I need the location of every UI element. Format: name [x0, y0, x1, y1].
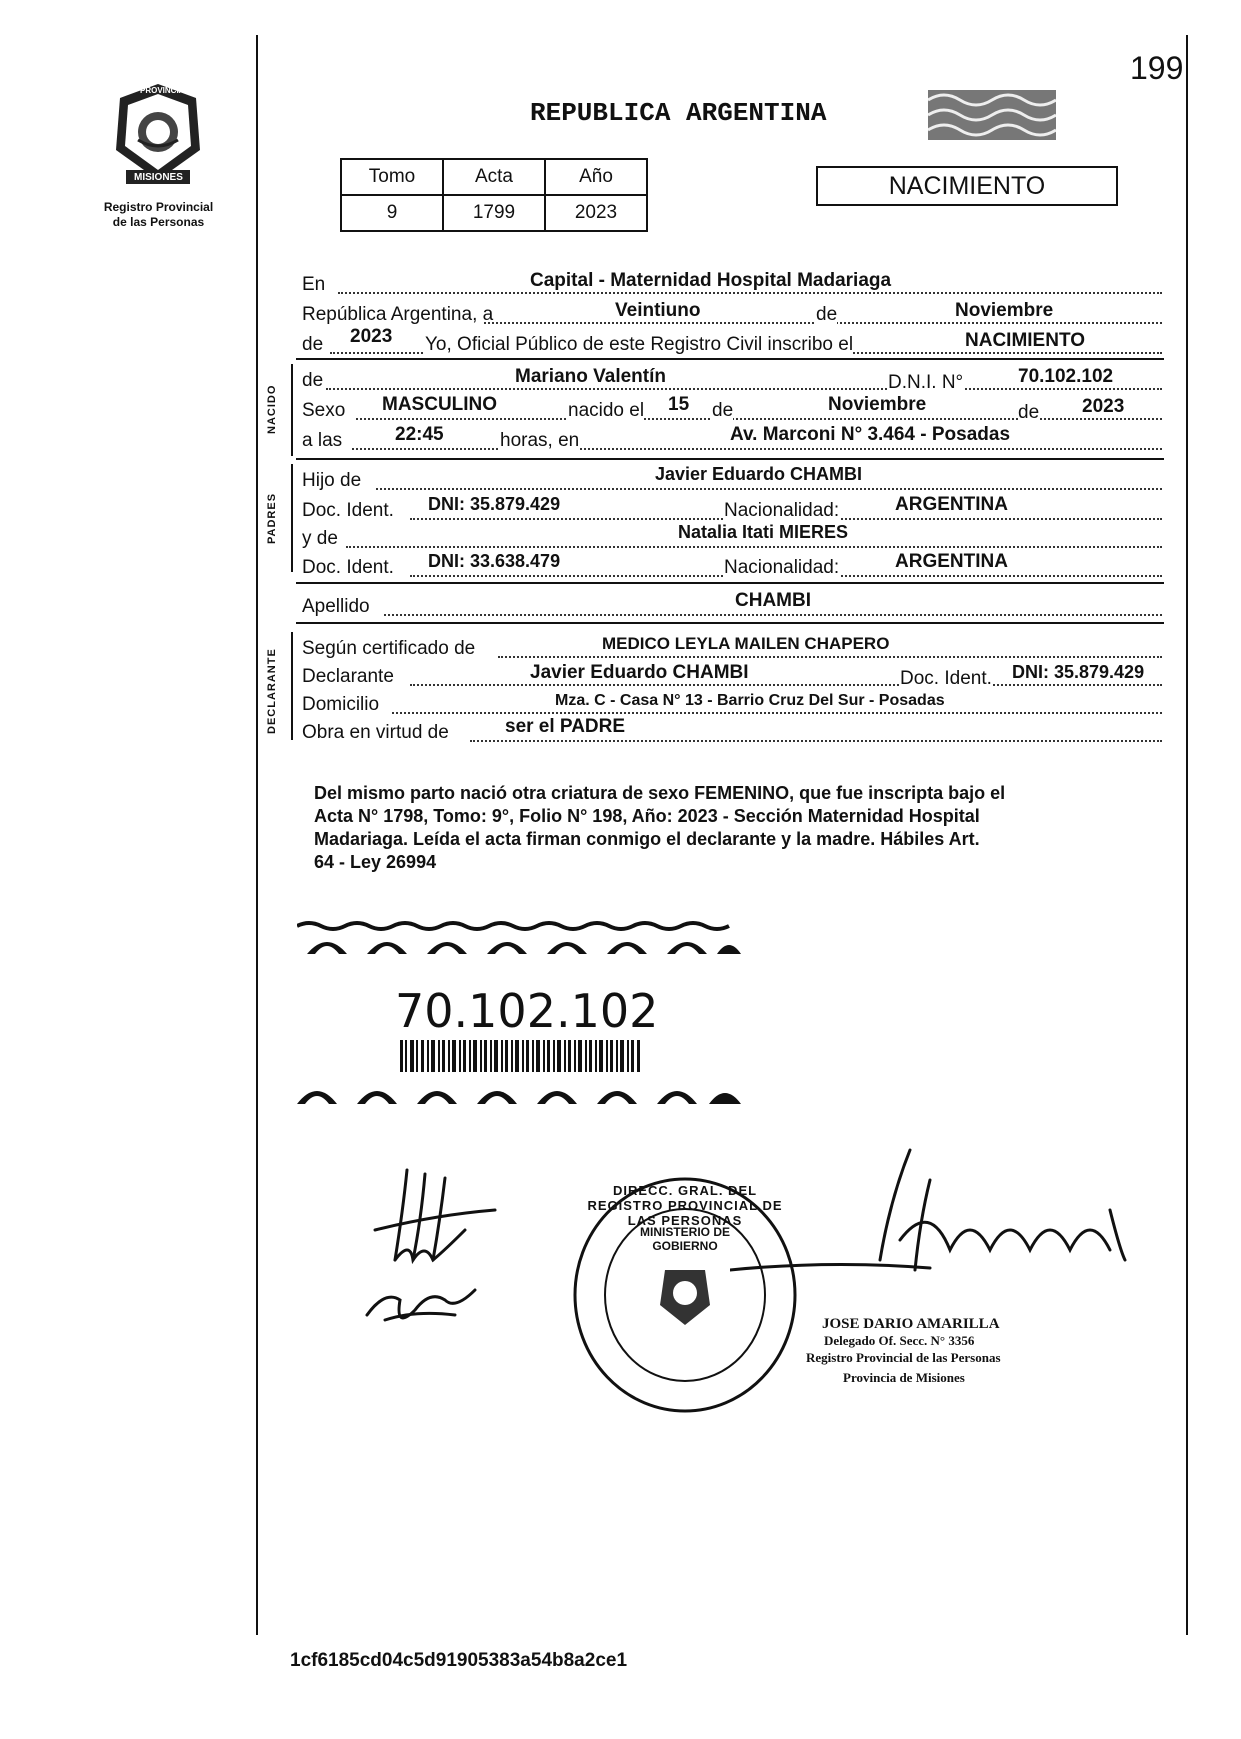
- section-bracket-declarante: [291, 632, 293, 740]
- table-value-acta: 1799: [443, 195, 545, 231]
- de-label-1: de: [712, 400, 734, 421]
- dots: [410, 684, 1162, 686]
- barcode-number: 70.102.102: [395, 984, 659, 1038]
- birth-day-value: 15: [668, 394, 690, 415]
- doc-ident-label: Doc. Ident.: [302, 500, 394, 521]
- birth-year-value: 2023: [1082, 396, 1125, 417]
- y-de-label: y de: [302, 528, 338, 549]
- de-label: de: [302, 370, 324, 391]
- act-type-box: NACIMIENTO: [816, 166, 1118, 206]
- dots: [392, 712, 1162, 714]
- official-registry: Registro Provincial de las Personas: [806, 1350, 1001, 1365]
- divider: [296, 358, 1164, 360]
- day-words-value: Veintiuno: [615, 300, 701, 321]
- logo-text-bottom: MISIONES: [134, 172, 183, 183]
- security-wave-pattern-top: [297, 920, 741, 956]
- dots: [384, 614, 1162, 616]
- mother-name-value: Natalia Itati MIERES: [678, 522, 849, 542]
- de-label: de: [816, 304, 838, 325]
- hours-label: horas, en: [500, 430, 580, 451]
- country-title: REPUBLICA ARGENTINA: [530, 98, 827, 128]
- dots: [338, 292, 1162, 294]
- place-value: Capital - Maternidad Hospital Madariaga: [530, 270, 892, 291]
- domicilio-label: Domicilio: [302, 694, 380, 715]
- born-label: nacido el: [568, 400, 645, 421]
- country-label: República Argentina, a: [302, 304, 494, 325]
- security-wave-pattern-bottom: [297, 1074, 741, 1104]
- year-value: 2023: [350, 326, 393, 347]
- official-province: Provincia de Misiones: [843, 1370, 965, 1385]
- en-label: En: [302, 274, 326, 295]
- doc-ident-label: Doc. Ident.: [900, 668, 992, 689]
- declarante-label: Declarante: [302, 666, 394, 687]
- page-number: 199: [1130, 50, 1184, 86]
- sex-value: MASCULINO: [382, 394, 498, 415]
- divider: [296, 458, 1164, 460]
- note-line-4: 64 - Ley 26994: [314, 852, 437, 872]
- section-label-declarante: DECLARANTE: [266, 648, 278, 734]
- section-label-padres: PADRES: [266, 492, 278, 544]
- father-doc-value: DNI: 35.879.429: [428, 494, 561, 514]
- table-header-ano: Año: [545, 159, 647, 195]
- apellido-value: CHAMBI: [735, 590, 811, 611]
- seal-ring-text: DIRECC. GRAL. DEL REGISTRO PROVINCIAL DE LAS PERSONAS: [587, 1183, 783, 1228]
- left-margin-line: [256, 35, 258, 1635]
- dni-label: D.N.I. N°: [888, 372, 964, 393]
- logo-caption-line1: Registro Provincial: [103, 200, 214, 214]
- barcode: [400, 1040, 640, 1072]
- child-dni-value: 70.102.102: [1018, 366, 1114, 387]
- section-label-nacido: NACIDO: [266, 384, 278, 434]
- nacionalidad-label: Nacionalidad:: [724, 557, 840, 578]
- dots: [376, 488, 1162, 490]
- child-name-value: Mariano Valentín: [515, 366, 666, 387]
- section-bracket-nacido: [291, 364, 293, 456]
- table-value-ano: 2023: [545, 195, 647, 231]
- hijo-label: Hijo de: [302, 470, 362, 491]
- obra-value: ser el PADRE: [505, 716, 626, 737]
- dots: [470, 740, 1162, 742]
- apellido-label: Apellido: [302, 596, 370, 617]
- declarante-value: Javier Eduardo CHAMBI: [530, 662, 749, 683]
- table-value-tomo: 9: [341, 195, 443, 231]
- mother-doc-value: DNI: 33.638.479: [428, 551, 561, 571]
- note-line-2: Acta N° 1798, Tomo: 9°, Folio N° 198, Año: 2023 - Sección Maternidad Hospital: [314, 806, 980, 826]
- document-hash: 1cf6185cd04c5d91905383a54b8a2ce1: [290, 1650, 628, 1671]
- divider: [296, 582, 1164, 584]
- declarant-signature: [355, 1160, 505, 1340]
- note-line-3: Madariaga. Leída el acta firman conmigo el declarante y la madre. Hábiles Art.: [314, 829, 980, 849]
- time-label: a las: [302, 430, 343, 451]
- father-name-value: Javier Eduardo CHAMBI: [655, 464, 863, 484]
- logo-caption-line2: de las Personas: [112, 215, 205, 229]
- official-title: Delegado Of. Secc. N° 3356: [824, 1333, 975, 1348]
- birth-address-value: Av. Marconi N° 3.464 - Posadas: [730, 424, 1011, 445]
- dots: [498, 656, 1162, 658]
- logo-text-top: PROVINCIA DE: [140, 86, 198, 95]
- cert-value: MEDICO LEYLA MAILEN CHAPERO: [602, 634, 890, 653]
- table-header-tomo: Tomo: [341, 159, 443, 195]
- declarante-doc-value: DNI: 35.879.429: [1012, 662, 1145, 682]
- year-prefix-label: de: [302, 334, 324, 355]
- divider: [296, 622, 1164, 624]
- birth-month-value: Noviembre: [828, 394, 927, 415]
- dots: [346, 546, 1162, 548]
- misiones-coat-of-arms-logo: [108, 80, 208, 190]
- table-header-acta: Acta: [443, 159, 545, 195]
- father-nationality-value: ARGENTINA: [895, 494, 1008, 515]
- seal-inner-text: MINISTERIO DE GOBIERNO: [639, 1225, 730, 1253]
- dots: [352, 448, 1162, 450]
- act-reference-table: [340, 158, 648, 232]
- note-line-1: Del mismo parto nació otra criatura de sexo FEMENINO, que fue inscripta bajo el: [314, 783, 1006, 803]
- de-label-2: de: [1018, 402, 1040, 423]
- obra-label: Obra en virtud de: [302, 722, 449, 743]
- nacionalidad-label: Nacionalidad:: [724, 500, 840, 521]
- domicilio-value: Mza. C - Casa N° 13 - Barrio Cruz Del Sur - Posadas: [555, 692, 945, 709]
- act-word-value: NACIMIENTO: [965, 330, 1085, 351]
- security-hologram-mark: [928, 90, 1056, 140]
- sexo-label: Sexo: [302, 400, 346, 421]
- right-margin-line: [1186, 35, 1188, 1635]
- doc-ident-label: Doc. Ident.: [302, 557, 394, 578]
- dots: [326, 388, 1162, 390]
- official-signature: [730, 1140, 1130, 1300]
- dots: [356, 418, 1162, 420]
- official-name: JOSE DARIO AMARILLA: [822, 1316, 1000, 1332]
- month-value: Noviembre: [955, 300, 1054, 321]
- section-bracket-padres: [291, 464, 293, 572]
- cert-label: Según certificado de: [302, 638, 476, 659]
- birth-time-value: 22:45: [395, 424, 444, 445]
- officer-text: Yo, Oficial Público de este Registro Civil inscribo el: [425, 334, 854, 355]
- mother-nationality-value: ARGENTINA: [895, 551, 1008, 572]
